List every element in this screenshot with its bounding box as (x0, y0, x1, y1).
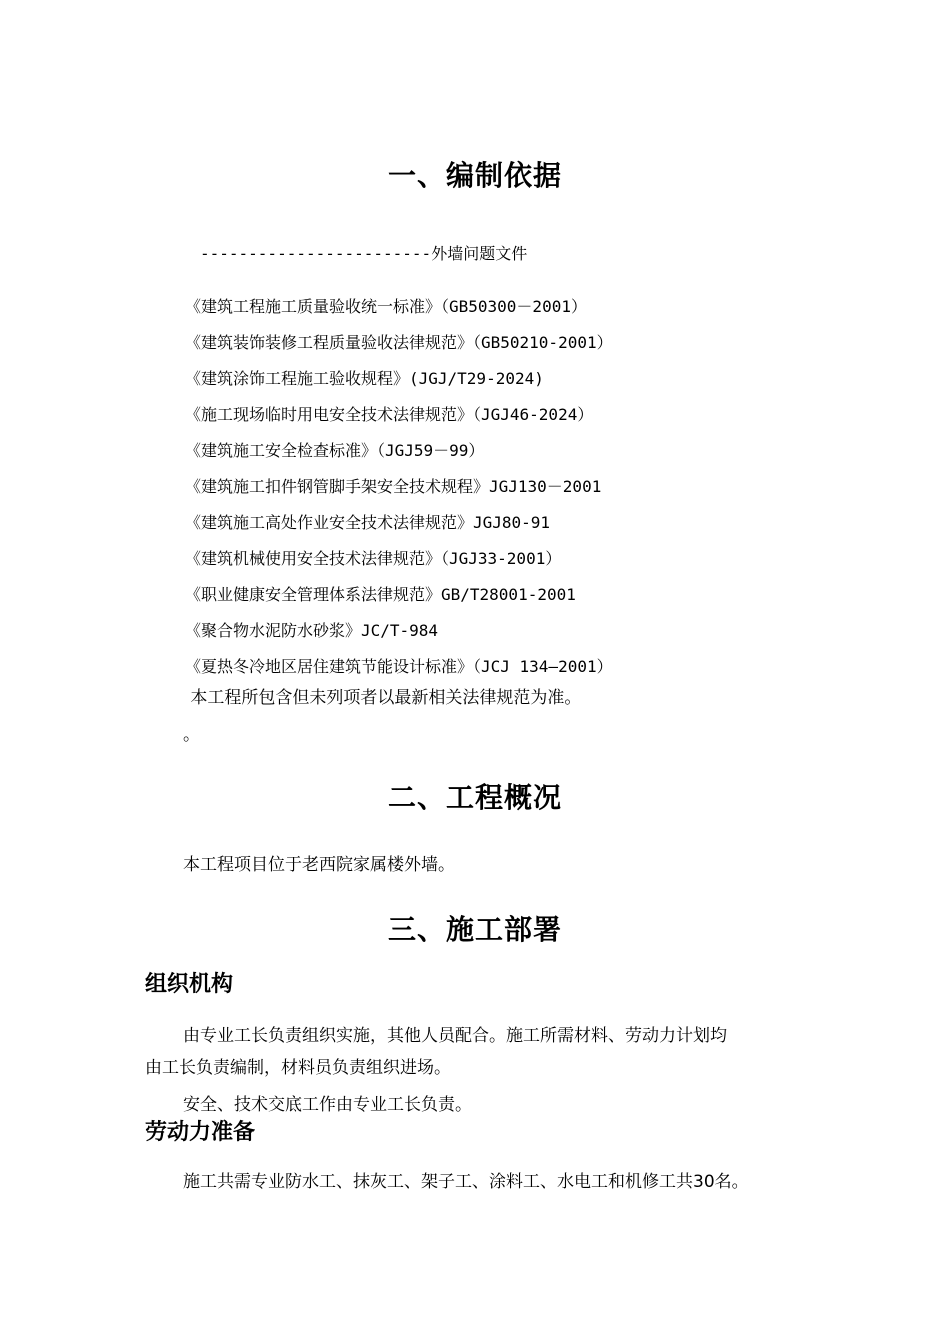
reference-item: 《施工现场临时用电安全技术法律规范》（JGJ46-2024） (185, 405, 594, 424)
reference-item: 《建筑施工安全检查标准》（JGJ59－99） (185, 441, 485, 460)
reference-item: 《建筑装饰装修工程质量验收法律规范》（GB50210-2001） (185, 333, 613, 352)
org-paragraph-line-2: 由工长负责编制，材料员负责组织进场。 (145, 1058, 451, 1078)
stray-period: 。 (183, 725, 200, 745)
org-structure-heading: 组织机构 (145, 972, 234, 997)
reference-item: 《夏热冬冷地区居住建筑节能设计标准》（JCJ 134—2001） (185, 657, 613, 676)
reference-item: 《聚合物水泥防水砂浆》JC/T-984 (185, 621, 439, 640)
project-location-text: 本工程项目位于老西院家属楼外墙。 (183, 855, 455, 875)
labor-prep-paragraph: 施工共需专业防水工、抹灰工、架子工、涂料工、水电工和机修工共30名。 (183, 1172, 749, 1192)
reference-item: 《建筑涂饰工程施工验收规程》(JGJ/T29-2024) (185, 369, 544, 388)
reference-item: 《职业健康安全管理体系法律规范》GB/T28001-2001 (185, 585, 576, 604)
section-2-title: 二、工程概况 (387, 781, 562, 814)
section-1-title: 一、编制依据 (387, 159, 562, 192)
reference-list (185, 289, 613, 685)
org-paragraph-line-1: 由专业工长负责组织实施，其他人员配合。施工所需材料、劳动力计划均 (183, 1026, 727, 1046)
section-1-subtitle: ------------------------外墙问题文件 (200, 244, 528, 263)
reference-item: 《建筑施工扣件钢管脚手架安全技术规程》JGJ130－2001 (185, 477, 602, 496)
standards-note: 本工程所包含但未列项者以最新相关法律规范为准。 (185, 688, 582, 708)
section-3-title: 三、施工部署 (387, 913, 562, 946)
reference-item: 《建筑工程施工质量验收统一标准》（GB50300－2001） (185, 297, 587, 316)
org-paragraph-2: 安全、技术交底工作由专业工长负责。 (183, 1095, 472, 1115)
reference-item: 《建筑施工高处作业安全技术法律规范》JGJ80-91 (185, 513, 551, 532)
labor-prep-heading: 劳动力准备 (145, 1120, 256, 1145)
reference-item: 《建筑机械使用安全技术法律规范》（JGJ33-2001） (185, 549, 562, 568)
